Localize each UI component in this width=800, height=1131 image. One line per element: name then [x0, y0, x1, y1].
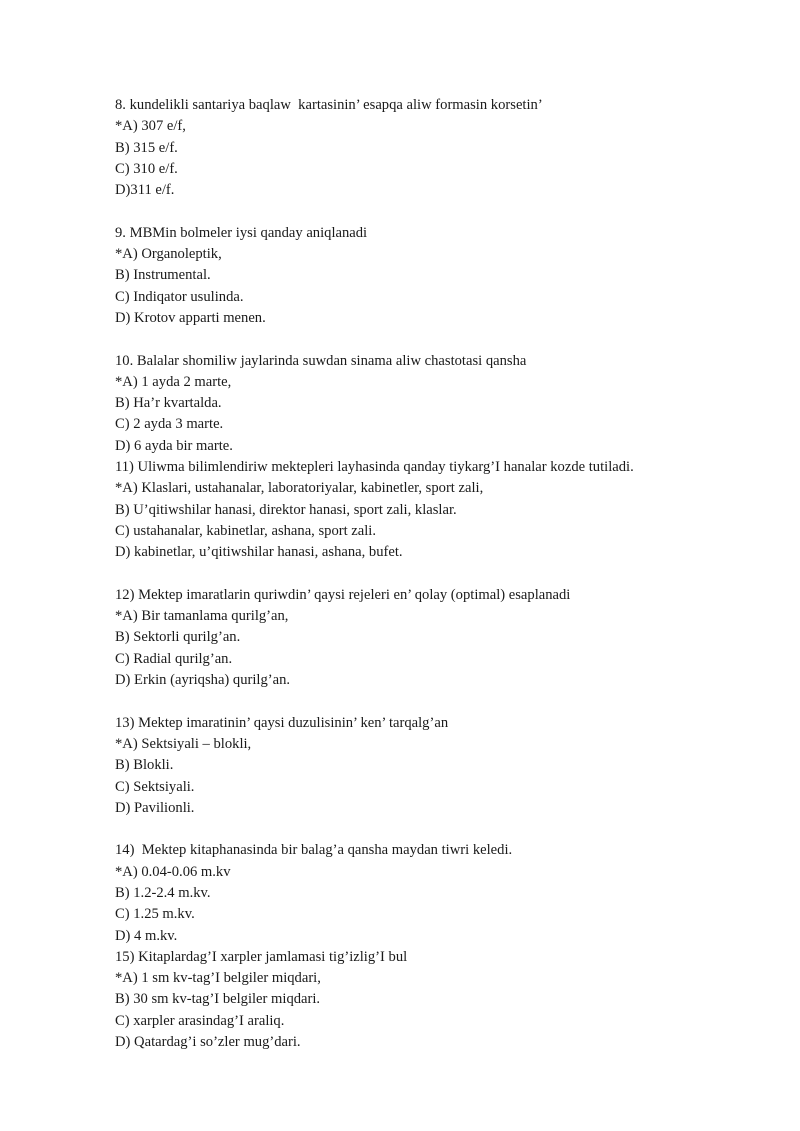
- answer-option: B) Instrumental.: [115, 267, 211, 284]
- question-text: 12) Mektep imaratlarin quriwdin’ qaysi rejeleri en’ qolay (optimal) esaplanadi: [115, 586, 571, 603]
- answer-option: *A) 1 sm kv-tag’I belgiler miqdari,: [115, 970, 321, 987]
- answer-option: *A) Sektsiyali – blokli,: [115, 735, 252, 752]
- answer-option: D) Qatardag’i so’zler mug’dari.: [115, 1034, 301, 1051]
- answer-option: D) Pavilionli.: [115, 799, 195, 816]
- question-block: [115, 457, 765, 563]
- question-block: [115, 840, 765, 946]
- answer-option: B) Sektorli qurilg’an.: [115, 629, 241, 646]
- question-list: [115, 95, 765, 1053]
- blank-line: [115, 819, 765, 840]
- question-block: [115, 351, 765, 457]
- answer-option: C) ustahanalar, kabinetlar, ashana, sport zali.: [115, 522, 377, 539]
- answer-option: C) Radial qurilg’an.: [115, 650, 233, 667]
- answer-option: *A) 1 ayda 2 marte,: [115, 373, 232, 390]
- answer-option: C) xarpler arasindag’I araliq.: [115, 1012, 285, 1029]
- answer-option: B) Ha’r kvartalda.: [115, 395, 222, 412]
- answer-option: D) 6 ayda bir marte.: [115, 437, 233, 454]
- answer-option: B) 1.2-2.4 m.kv.: [115, 884, 211, 901]
- blank-line: [115, 691, 765, 712]
- blank-line: [115, 564, 765, 585]
- answer-option: *A) Organoleptik,: [115, 246, 222, 263]
- question-text: 9. MBMin bolmeler iysi qanday aniqlanadi: [115, 224, 368, 241]
- answer-option: B) U’qitiwshilar hanasi, direktor hanasi, sport zali, klaslar.: [115, 501, 457, 518]
- answer-option: C) Indiqator usulinda.: [115, 288, 244, 305]
- question-text: 8. kundelikli santariya baqlaw kartasinin’ esapqa aliw formasin korsetin’: [115, 97, 543, 113]
- answer-option: D) kabinetlar, u’qitiwshilar hanasi, ashana, bufet.: [115, 544, 403, 561]
- answer-option: B) 30 sm kv-tag’I belgiler miqdari.: [115, 991, 321, 1008]
- answer-option: *A) 0.04-0.06 m.kv: [115, 863, 231, 880]
- answer-option: *A) Klaslari, ustahanalar, laboratoriyalar, kabinetler, sport zali,: [115, 480, 484, 497]
- answer-option: C) 310 e/f.: [115, 160, 178, 177]
- answer-option: B) 315 e/f.: [115, 139, 178, 156]
- question-text: 11) Uliwma bilimlendiriw mektepleri layhasinda qanday tiykarg’I hanalar kozde tutiladi.: [115, 459, 634, 476]
- question-text: 10. Balalar shomiliw jaylarinda suwdan sinama aliw chastotasi qansha: [115, 352, 527, 369]
- blank-line: [115, 329, 765, 350]
- answer-option: D) Erkin (ayriqsha) qurilg’an.: [115, 672, 291, 689]
- answer-option: *A) Bir tamanlama qurilg’an,: [115, 608, 289, 625]
- question-text: 14) Mektep kitaphanasinda bir balag’a qansha maydan tiwri keledi.: [115, 842, 513, 859]
- question-text: 15) Kitaplardag’I xarpler jamlamasi tig’izlig’I bul: [115, 948, 408, 965]
- question-text: 13) Mektep imaratinin’ qaysi duzulisinin’ ken’ tarqalg’an: [115, 714, 449, 731]
- question-block: [115, 585, 765, 691]
- answer-option: D)311 e/f.: [115, 182, 175, 199]
- answer-option: C) 2 ayda 3 marte.: [115, 416, 224, 433]
- answer-option: *A) 307 e/f,: [115, 118, 186, 135]
- blank-line: [115, 201, 765, 222]
- question-block: [115, 95, 765, 201]
- answer-option: C) Sektsiyali.: [115, 778, 195, 795]
- question-block: [115, 947, 765, 1053]
- answer-option: D) Krotov apparti menen.: [115, 309, 266, 326]
- answer-option: D) 4 m.kv.: [115, 927, 178, 944]
- answer-option: B) Blokli.: [115, 757, 174, 774]
- question-block: [115, 223, 765, 329]
- answer-option: C) 1.25 m.kv.: [115, 906, 195, 923]
- question-block: [115, 713, 765, 819]
